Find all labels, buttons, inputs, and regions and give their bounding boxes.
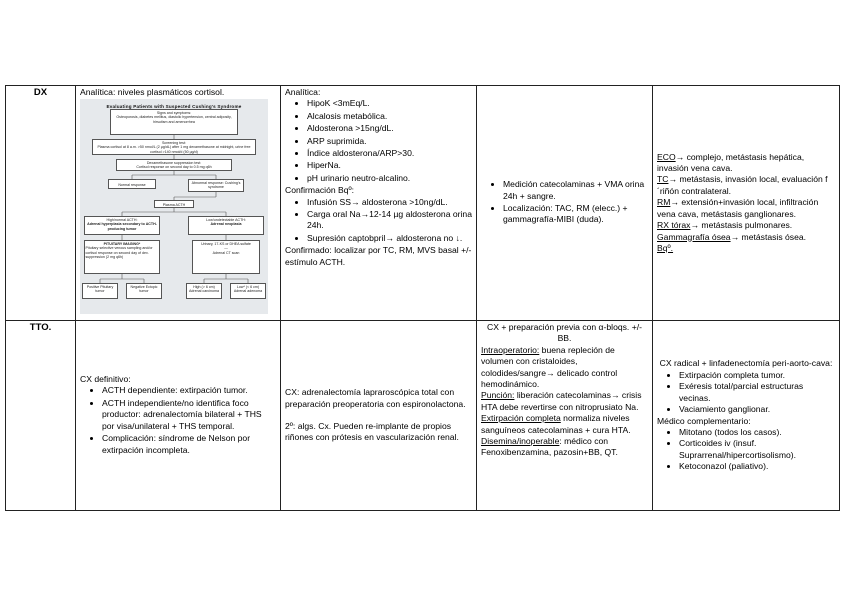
list-item: • Supresión captobpril→ aldosterona no ↓. bbox=[307, 233, 472, 244]
row-label-tto: TTO. bbox=[6, 321, 76, 511]
flow-dexa-title: Dexamethasone suppression test: bbox=[146, 160, 202, 165]
list-item: • Complicación: síndrome de Nelson por extirpación incompleta. bbox=[102, 433, 276, 456]
flow-normal-box: Normal response bbox=[108, 179, 156, 189]
tto-intra-label: Intraoperatorio: bbox=[481, 344, 540, 355]
dx-gamma-line bbox=[657, 232, 835, 243]
list-item: • Medición catecolaminas + VMA orina 24h + sangre. bbox=[503, 179, 648, 202]
flow-adenoma-box: Low* (< 6 cm) Adrenal adenoma bbox=[230, 283, 266, 299]
list-item: • HiperNa. bbox=[307, 160, 472, 171]
tto-row bbox=[6, 321, 840, 511]
dx-rm-label: RM bbox=[657, 197, 671, 208]
list-item: • Aldosterona >15ng/dL. bbox=[307, 123, 472, 134]
cushing-flowchart bbox=[80, 99, 268, 314]
list-item: • Exéresis total/parcial estructuras vecinas. bbox=[679, 381, 835, 404]
flow-carcinoma-box: High (> 6 cm) Adrenal carcinoma bbox=[186, 283, 222, 299]
tto-extir-text: normaliza niveles sanguíneos catecolaminas + cura HTA. bbox=[481, 413, 631, 435]
dx-confirm-title: Confirmación Bqº: bbox=[285, 185, 355, 196]
flow-urinary-box: Urinary, 17-KS or DHEA sulfate — Adrenal CT scan bbox=[192, 240, 260, 274]
flow-signs-text: Osteoporosis, diabetes mellitus, diastolic hypertension, central adiposity, hirsutism and amenorrhea bbox=[116, 115, 232, 124]
tto-cx-paragraph: CX: adrenalectomía lapraroscópica total con preparación preoperatoria con espironolactona. bbox=[285, 387, 466, 409]
flow-pituitary-box bbox=[84, 240, 160, 274]
flow-signs-box bbox=[110, 109, 238, 135]
list-item: • Corticoides iv (insuf. Suprarrenal/hipercortisolismo). bbox=[679, 438, 835, 461]
dx-bq-line bbox=[657, 243, 835, 254]
flow-screening-text: Plasma cortisol at 8 a.m. >50 nmol/L (2 µg/dL) after 1 mg dexamethasone at midnight, urine free cortisol >140 nmol/d (50 µg/d) bbox=[97, 145, 251, 154]
flow-urinary-text: Urinary, 17-KS or DHEA sulfate bbox=[201, 241, 251, 246]
tto-cx-radical-title: CX radical + linfadenectomía peri-aorto-cava: bbox=[659, 358, 833, 369]
dx-eco-line bbox=[657, 152, 835, 175]
flow-positive-box: Positive Pituitary tumor bbox=[82, 283, 118, 299]
tto-carcinoma-cell bbox=[653, 321, 840, 511]
tto-intro: CX + preparación previa con α-bloqs. +/-BB. bbox=[487, 322, 642, 344]
dx-tc-text: → metástasis, invasión local, evaluación f´riñón contralateral. bbox=[657, 174, 828, 196]
flow-acth-box: Plasma ACTH bbox=[154, 200, 194, 208]
dx-gamma-label: Gammagrafía ósea bbox=[657, 231, 731, 242]
flow-pituitary-title: PITUITARY IMAGING* bbox=[103, 241, 141, 246]
flow-dexa-box bbox=[116, 159, 232, 171]
dx-rm-line bbox=[657, 197, 835, 220]
flow-low-acth-title: Low/undetectable ACTH: bbox=[206, 217, 246, 222]
dx-rx-line bbox=[657, 220, 835, 231]
tto-intra-text: buena repleción de volumen con cristaloides, colodides/sangre→ delicado control hemodinámico. bbox=[481, 344, 618, 390]
tto-intra-line bbox=[481, 345, 648, 391]
list-item: • Alcalosis metabólica. bbox=[307, 111, 472, 122]
flow-ct-text: Adrenal CT scan bbox=[212, 250, 240, 255]
dx-eco-label: ECO bbox=[657, 151, 676, 162]
dx-eco-text: → complejo, metástasis hepática, invasión vena cava. bbox=[657, 151, 805, 174]
tto-cx-title: CX definitivo: bbox=[80, 374, 131, 385]
dx-tc-line bbox=[657, 174, 835, 197]
dx-carcinoma-cell bbox=[653, 86, 840, 321]
list-item: • Vaciamiento ganglionar. bbox=[679, 404, 835, 415]
list-item: • HipoK <3mEq/L. bbox=[307, 98, 472, 109]
flow-screening-box bbox=[92, 139, 256, 155]
list-item: • Mitotano (todos los casos). bbox=[679, 427, 835, 438]
tto-extir-line bbox=[481, 413, 648, 436]
flow-high-acth-box bbox=[84, 216, 160, 235]
dx-analitica-title: Analítica: bbox=[285, 87, 321, 97]
dx-analitica-list bbox=[285, 98, 472, 184]
dx-cushing-cell bbox=[76, 86, 281, 321]
tto-cx-list bbox=[80, 385, 276, 455]
dx-tc-label: TC bbox=[657, 174, 669, 185]
tto-second-paragraph: 2º: algs. Cx. Pueden re-implante de propios riñones con prótesis en vascularización renal. bbox=[285, 421, 459, 443]
flow-negative-box: Negative Ectopic tumor bbox=[126, 283, 162, 299]
row-label-dx: DX bbox=[6, 86, 76, 321]
flow-high-acth-title: High/normal ACTH: bbox=[106, 217, 138, 222]
list-item: • ACTH dependiente: extirpación tumor. bbox=[102, 385, 276, 396]
list-item: • Índice aldosterona/ARP>30. bbox=[307, 148, 472, 159]
dx-cushing-title: Analítica: niveles plasmáticos cortisol. bbox=[80, 87, 225, 97]
flow-dexa-text: Cortisol response on second day to 0.5 mg q6h bbox=[136, 165, 212, 170]
dx-confirmed-text: Confirmado: localizar por TC, RM, MVS basal +/- estímulo ACTH. bbox=[285, 245, 472, 267]
tto-cushing-cell bbox=[76, 321, 281, 511]
tto-disem-line bbox=[481, 436, 648, 459]
tto-disem-text: : médico con Fenoxibenzamina, pazosin+BB, QT. bbox=[481, 436, 618, 458]
flowchart-title: Evaluating Patients with Suspected Cushing's Syndrome bbox=[106, 104, 242, 110]
dx-rm-text: → extensión+invasión local, infiltración vena cava, metástasis ganglionares. bbox=[657, 197, 819, 219]
tto-puncion-text: liberación catecolaminas→ crisis HTA debe revertirse con nitroprusiato Na. bbox=[481, 390, 642, 412]
tto-cx-radical-list bbox=[657, 370, 835, 416]
dx-confirm-list bbox=[285, 197, 472, 245]
dx-pheochromocytoma-cell bbox=[477, 86, 653, 321]
comparison-table bbox=[5, 85, 840, 511]
list-item: • Infusión SS→ aldosterona >10ng/dL. bbox=[307, 197, 472, 208]
dx-bq-label: Bqº. bbox=[657, 242, 674, 253]
tto-medico-list bbox=[657, 427, 835, 473]
dx-row bbox=[6, 86, 840, 321]
dx-hyperaldosteronism-cell bbox=[281, 86, 477, 321]
list-item: • pH urinario neutro-alcalino. bbox=[307, 173, 472, 184]
dx-pheo-list bbox=[481, 179, 648, 226]
flow-low-acth-text: Adrenal neoplasia bbox=[210, 222, 242, 227]
tto-medico-title: Médico complementario: bbox=[657, 415, 751, 426]
list-item: • Localización: TAC, RM (elecc.) + gammagrafía-MIBI (duda). bbox=[503, 203, 648, 226]
list-item: • ACTH independiente/no identifica foco productor: adrenalectomía bilateral + THS por visa/unilateral + THS temporal. bbox=[102, 398, 276, 432]
flow-high-acth-text: Adrenal hyperplasia secondary to ACTH-producing tumor bbox=[87, 222, 157, 231]
flow-low-acth-box bbox=[188, 216, 264, 235]
flow-screening-title: Screening test: bbox=[162, 140, 186, 145]
list-item: • ARP suprimida. bbox=[307, 136, 472, 147]
dx-gamma-text: → metástasis ósea. bbox=[730, 231, 807, 242]
tto-puncion-line bbox=[481, 390, 648, 413]
flow-abnormal-box: Abnormal response: Cushing's syndrome bbox=[188, 179, 244, 192]
flow-pituitary-text: Pituitary selective venous sampling and/or cortisol response on second day of dex. suppression (2 mg q6h) bbox=[85, 246, 153, 260]
tto-hyperaldosteronism-cell bbox=[281, 321, 477, 511]
list-item: • Carga oral Na→12-14 µg aldosterona orina 24h. bbox=[307, 209, 472, 232]
tto-pheochromocytoma-cell bbox=[477, 321, 653, 511]
list-item: • Ketoconazol (paliativo). bbox=[679, 461, 835, 472]
tto-extir-label: Extirpación completa bbox=[481, 413, 561, 424]
dx-rx-label: RX tórax bbox=[657, 220, 691, 231]
tto-puncion-label: Punción: bbox=[481, 390, 515, 401]
tto-disem-label: Disemina/inoperable bbox=[481, 436, 560, 447]
flow-signs-title: Signs and symptoms: bbox=[156, 110, 192, 115]
dx-rx-text: → metástasis pulmonares. bbox=[690, 220, 793, 231]
list-item: • Extirpación completa tumor. bbox=[679, 370, 835, 381]
